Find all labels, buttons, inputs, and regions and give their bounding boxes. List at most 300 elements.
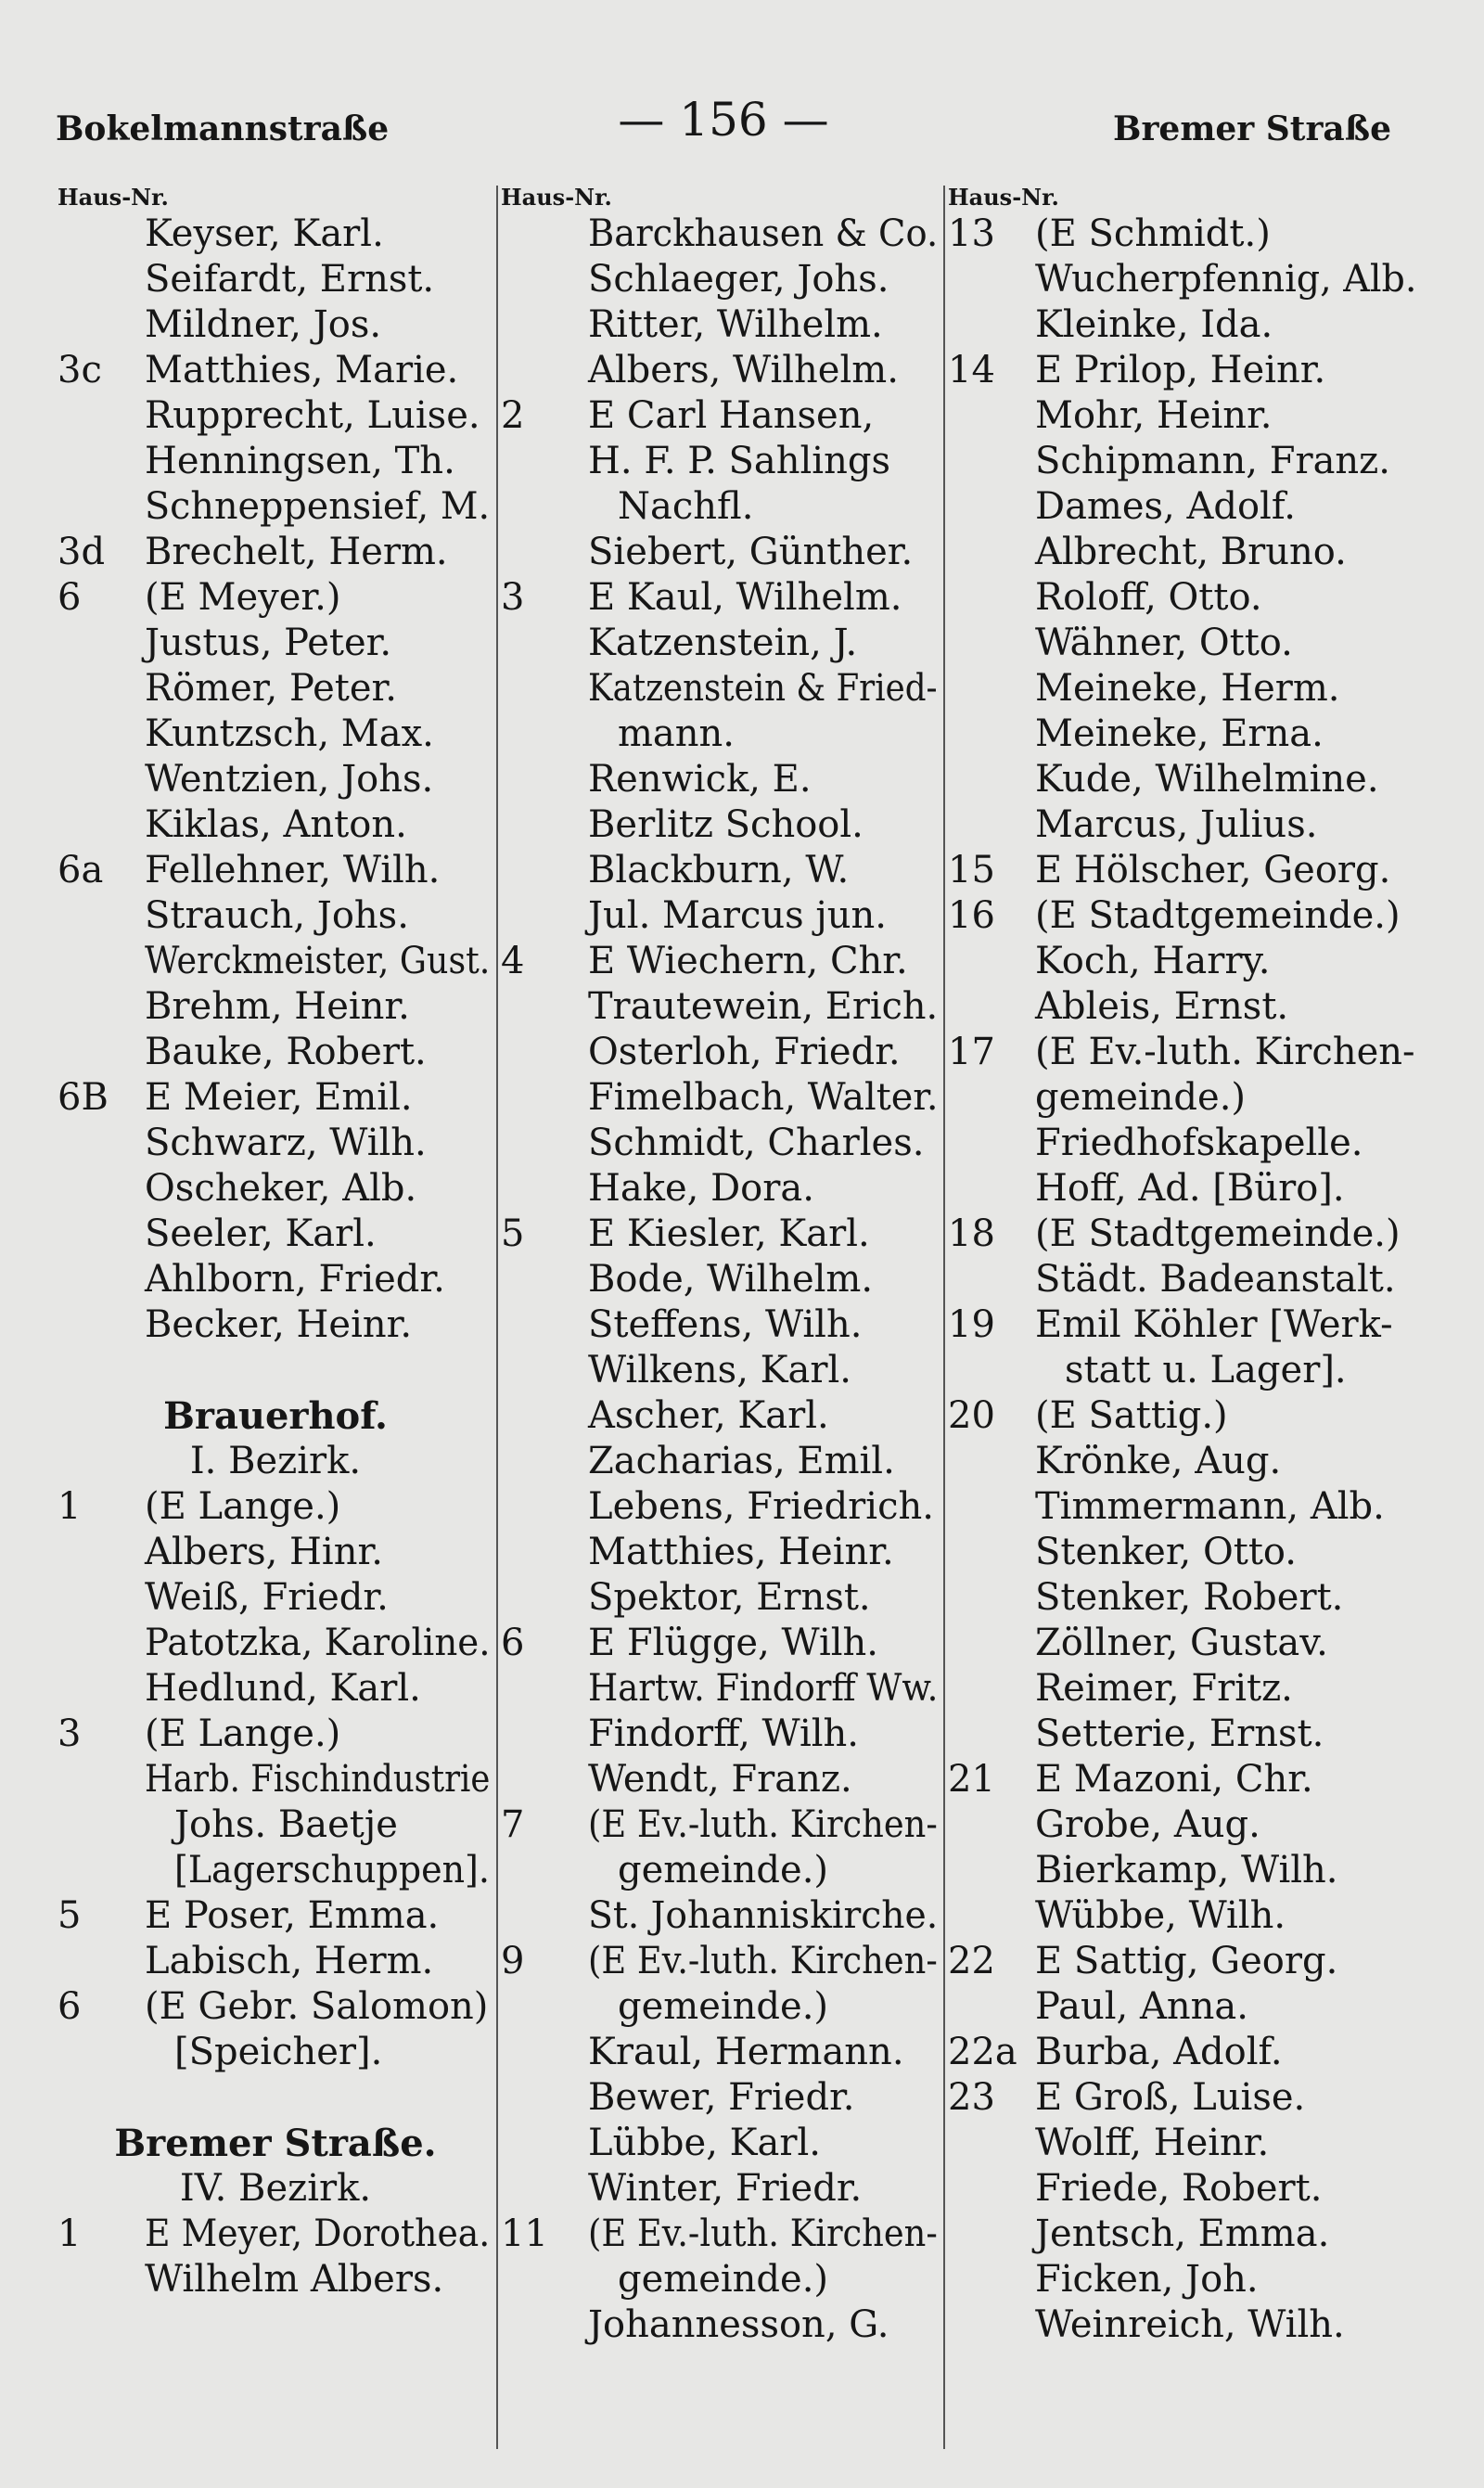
directory-entry <box>501 1348 941 1393</box>
directory-entry <box>58 1257 493 1302</box>
directory-entry <box>948 621 1421 666</box>
house-number: 1 <box>58 1485 82 1528</box>
directory-entry <box>501 1484 941 1530</box>
resident-name: E Kiesler, Karl. <box>588 1212 870 1255</box>
directory-entry <box>948 1212 1421 1257</box>
directory-entry <box>948 1757 1421 1802</box>
directory-entry <box>501 1802 941 1848</box>
house-number: 6 <box>58 1985 82 2028</box>
house-number: 15 <box>948 849 995 891</box>
directory-entry <box>58 530 493 575</box>
directory-entry <box>501 1393 941 1439</box>
resident-name: Kuntzsch, Max. <box>145 712 434 755</box>
house-number: 3 <box>501 576 525 619</box>
resident-name: Justus, Peter. <box>145 622 392 664</box>
resident-name: Renwick, E. <box>588 758 812 801</box>
resident-name: Albers, Hinr. <box>145 1531 383 1573</box>
house-number: 11 <box>501 2212 548 2255</box>
page-number: — 156 — <box>618 93 829 147</box>
street-heading: Brauerhof. <box>163 1394 388 1438</box>
header-street-left: Bokelmannstraße <box>56 109 390 148</box>
directory-entry <box>948 802 1421 848</box>
resident-name: Friede, Robert. <box>1035 2167 1323 2210</box>
house-number: 17 <box>948 1031 995 1073</box>
resident-name: Wolff, Heinr. <box>1035 2122 1270 2164</box>
directory-entry <box>58 257 493 302</box>
resident-name: E Carl Hansen, <box>588 394 875 437</box>
directory-entry <box>501 2212 941 2257</box>
resident-name: Trautewein, Erich. <box>588 985 939 1028</box>
resident-name: Stenker, Otto. <box>1035 1531 1298 1573</box>
directory-entry <box>58 1302 493 1348</box>
directory-entry <box>58 1075 493 1121</box>
directory-entry <box>58 212 493 257</box>
directory-entry <box>948 1848 1421 1893</box>
directory-entry <box>501 1030 941 1075</box>
directory-entry <box>501 893 941 939</box>
resident-name: Bierkamp, Wilh. <box>1035 1849 1338 1892</box>
directory-entry <box>948 984 1421 1030</box>
resident-name: Siebert, Günther. <box>588 531 914 573</box>
directory-entry <box>58 2212 493 2257</box>
resident-name: Timmermann, Alb. <box>1035 1485 1385 1528</box>
directory-entry <box>948 1030 1421 1075</box>
directory-entry <box>948 1575 1421 1621</box>
resident-name: gemeinde.) <box>1035 1076 1247 1119</box>
directory-entry <box>501 666 941 712</box>
page-header <box>56 93 1391 158</box>
resident-name: Wübbe, Wilh. <box>1035 1894 1286 1937</box>
resident-name: (E Ev.-luth. Kirchen- <box>588 1940 938 1982</box>
directory-entry <box>58 1939 493 1984</box>
directory-entry <box>948 1530 1421 1575</box>
directory-entry <box>501 348 941 393</box>
resident-name: [Lagerschuppen]. <box>174 1849 490 1892</box>
column-divider <box>496 186 498 2449</box>
resident-name: Schipmann, Franz. <box>1035 440 1390 482</box>
directory-entry <box>948 257 1421 302</box>
column-header: Haus-Nr. <box>58 184 169 211</box>
resident-name: Kraul, Hermann. <box>588 2031 904 2073</box>
header-street-right: Bremer Straße <box>1113 109 1391 148</box>
directory-entry <box>501 712 941 757</box>
resident-name: Roloff, Otto. <box>1035 576 1262 619</box>
directory-entry <box>948 1984 1421 2030</box>
directory-entry <box>58 984 493 1030</box>
resident-name: Ableis, Ernst. <box>1035 985 1289 1028</box>
resident-name: Henningsen, Th. <box>145 440 455 482</box>
house-number: 14 <box>948 349 995 391</box>
house-number: 9 <box>501 1940 525 1982</box>
resident-name: Wentzien, Johs. <box>145 758 434 801</box>
directory-entry <box>501 1257 941 1302</box>
directory-entry <box>58 1757 493 1802</box>
house-number: 6a <box>58 849 104 891</box>
house-number: 13 <box>948 212 995 255</box>
directory-entry <box>58 1484 493 1530</box>
resident-name: Seifardt, Ernst. <box>145 258 435 301</box>
resident-name: Osterloh, Friedr. <box>588 1031 901 1073</box>
resident-name: Schlaeger, Johs. <box>588 258 889 301</box>
resident-name: St. Johanniskirche. <box>588 1894 939 1937</box>
directory-entry <box>501 1757 941 1802</box>
resident-name: Kude, Wilhelmine. <box>1035 758 1379 801</box>
directory-entry <box>58 893 493 939</box>
directory-entry <box>501 530 941 575</box>
resident-name: Stenker, Robert. <box>1035 1576 1344 1619</box>
resident-name: Schwarz, Wilh. <box>145 1122 427 1164</box>
directory-entry <box>948 1348 1421 1393</box>
resident-name: Wendt, Franz. <box>588 1758 852 1801</box>
resident-name: Reimer, Fritz. <box>1035 1667 1293 1710</box>
directory-entry <box>948 1939 1421 1984</box>
directory-entry <box>58 484 493 530</box>
resident-name: H. F. P. Sahlings <box>588 440 890 482</box>
directory-entry <box>948 2257 1421 2302</box>
resident-name: Hedlund, Karl. <box>145 1667 421 1710</box>
resident-name: Blackburn, W. <box>588 849 850 891</box>
resident-name: Friedhofskapelle. <box>1035 1122 1363 1164</box>
resident-name: Burba, Adolf. <box>1035 2031 1283 2073</box>
directory-entry <box>501 1439 941 1484</box>
resident-name: Dames, Adolf. <box>1035 485 1296 528</box>
directory-entry <box>58 712 493 757</box>
directory-entry <box>58 1984 493 2030</box>
resident-name: E Groß, Luise. <box>1035 2076 1306 2119</box>
resident-name: Ascher, Karl. <box>588 1394 829 1437</box>
resident-name: [Speicher]. <box>174 2031 383 2073</box>
resident-name: Johannesson, G. <box>588 2303 889 2346</box>
resident-name: Ficken, Joh. <box>1035 2258 1259 2301</box>
directory-entry <box>501 1121 941 1166</box>
resident-name: E Meyer, Dorothea. <box>145 2212 491 2255</box>
resident-name: Ritter, Wilhelm. <box>588 303 883 346</box>
resident-name: (E Ev.-luth. Kirchen- <box>588 1803 938 1846</box>
resident-name: Barckhausen & Co. <box>588 212 939 255</box>
resident-name: Krönke, Aug. <box>1035 1440 1282 1482</box>
directory-entry <box>501 1848 941 1893</box>
resident-name: gemeinde.) <box>618 1849 829 1892</box>
resident-name: Mohr, Heinr. <box>1035 394 1273 437</box>
section-spacer <box>58 2075 493 2121</box>
resident-name: Wucherpfennig, Alb. <box>1035 258 1417 301</box>
house-number: 7 <box>501 1803 525 1846</box>
house-number: 20 <box>948 1394 995 1437</box>
street-heading: Bremer Straße. <box>114 2122 437 2165</box>
directory-entry <box>58 1121 493 1166</box>
resident-name: (E Lange.) <box>145 1485 341 1528</box>
directory-entry <box>501 2302 941 2348</box>
directory-entry <box>501 393 941 439</box>
directory-entry <box>501 984 941 1030</box>
resident-name: Grobe, Aug. <box>1035 1803 1260 1846</box>
directory-entry <box>948 848 1421 893</box>
resident-name: (E Ev.-luth. Kirchen- <box>1035 1031 1415 1073</box>
resident-name: Hake, Dora. <box>588 1167 814 1210</box>
resident-name: Werckmeister, Gust. <box>145 940 491 982</box>
resident-name: Marcus, Julius. <box>1035 803 1318 846</box>
directory-entry <box>501 1939 941 1984</box>
resident-name: Katzenstein, J. <box>588 622 858 664</box>
directory-entry <box>58 1621 493 1666</box>
resident-name: Bewer, Friedr. <box>588 2076 855 2119</box>
directory-entry <box>501 2257 941 2302</box>
directory-entry <box>501 939 941 984</box>
resident-name: Lebens, Friedrich. <box>588 1485 934 1528</box>
resident-name: (E Stadtgemeinde.) <box>1035 894 1401 937</box>
directory-entry <box>948 1393 1421 1439</box>
resident-name: Jul. Marcus jun. <box>588 894 887 937</box>
directory-entry <box>948 1075 1421 1121</box>
resident-name: Hoff, Ad. [Büro]. <box>1035 1167 1345 1210</box>
directory-entry <box>58 1166 493 1212</box>
house-number: 6 <box>58 576 82 619</box>
resident-name: E Kaul, Wilhelm. <box>588 576 902 619</box>
house-number: 19 <box>948 1303 995 1346</box>
directory-entry <box>948 757 1421 802</box>
house-number: 18 <box>948 1212 995 1255</box>
directory-entry <box>948 2302 1421 2348</box>
directory-entry <box>58 1030 493 1075</box>
house-number: 16 <box>948 894 995 937</box>
resident-name: (E Sattig.) <box>1035 1394 1228 1437</box>
directory-entry <box>58 848 493 893</box>
resident-name: Fimelbach, Walter. <box>588 1076 939 1119</box>
resident-name: Städt. Badeanstalt. <box>1035 1258 1396 1301</box>
resident-name: (E Meyer.) <box>145 576 341 619</box>
resident-name: Winter, Friedr. <box>588 2167 863 2210</box>
directory-entry <box>948 712 1421 757</box>
directory-entry <box>948 1712 1421 1757</box>
resident-name: E Mazoni, Chr. <box>1035 1758 1313 1801</box>
house-number: 21 <box>948 1758 995 1801</box>
house-number: 23 <box>948 2076 995 2119</box>
resident-name: Keyser, Karl. <box>145 212 384 255</box>
directory-entry <box>501 621 941 666</box>
resident-name: E Meier, Emil. <box>145 1076 413 1119</box>
resident-name: (E Ev.-luth. Kirchen- <box>588 2212 938 2255</box>
resident-name: Hartw. Findorff Ww. <box>588 1667 939 1710</box>
house-number: 6 <box>501 1622 525 1664</box>
resident-name: Paul, Anna. <box>1035 1985 1248 2028</box>
directory-entry <box>58 666 493 712</box>
resident-name: Lübbe, Karl. <box>588 2122 821 2164</box>
directory-entry <box>501 439 941 484</box>
directory-entry <box>948 1166 1421 1212</box>
directory-entry <box>948 2030 1421 2075</box>
resident-name: Berlitz School. <box>588 803 864 846</box>
column-3 <box>948 184 1421 2348</box>
directory-entry <box>948 1121 1421 1166</box>
directory-entry <box>948 2075 1421 2121</box>
directory-entry <box>58 939 493 984</box>
resident-name: Labisch, Herm. <box>145 1940 434 1982</box>
directory-entry <box>948 1439 1421 1484</box>
resident-name: Kleinke, Ida. <box>1035 303 1273 346</box>
column-divider <box>943 186 945 2449</box>
resident-name: Bauke, Robert. <box>145 1031 427 1073</box>
house-number: 2 <box>501 394 525 437</box>
resident-name: Zöllner, Gustav. <box>1035 1622 1328 1664</box>
resident-name: Meineke, Herm. <box>1035 667 1340 710</box>
resident-name: E Flügge, Wilh. <box>588 1622 879 1664</box>
directory-entry <box>501 802 941 848</box>
directory-entry <box>948 484 1421 530</box>
directory-entry <box>501 2166 941 2212</box>
resident-name: Mildner, Jos. <box>145 303 382 346</box>
house-number: 1 <box>58 2212 82 2255</box>
directory-entry <box>501 1712 941 1757</box>
directory-entry <box>58 1712 493 1757</box>
directory-entry <box>58 1212 493 1257</box>
district-heading: I. Bezirk. <box>189 1440 362 1482</box>
directory-entry <box>948 212 1421 257</box>
resident-name: Albers, Wilhelm. <box>588 349 899 391</box>
resident-name: Johs. Baetje <box>174 1803 398 1846</box>
resident-name: gemeinde.) <box>618 1985 829 2028</box>
directory-entry <box>948 1484 1421 1530</box>
resident-name: Patotzka, Karoline. <box>145 1622 491 1664</box>
directory-entry <box>501 1530 941 1575</box>
resident-name: E Sattig, Georg. <box>1035 1940 1338 1982</box>
column-2 <box>501 184 941 2348</box>
resident-name: E Prilop, Heinr. <box>1035 349 1326 391</box>
resident-name: Steffens, Wilh. <box>588 1303 863 1346</box>
resident-name: Bode, Wilhelm. <box>588 1258 874 1301</box>
house-number: 6B <box>58 1076 109 1119</box>
directory-entry <box>948 2121 1421 2166</box>
column-header: Haus-Nr. <box>948 184 1059 211</box>
resident-name: Meineke, Erna. <box>1035 712 1324 755</box>
resident-name: Matthies, Marie. <box>145 349 459 391</box>
resident-name: Strauch, Johs. <box>145 894 409 937</box>
directory-entry <box>948 1666 1421 1712</box>
house-number: 3c <box>58 349 102 391</box>
directory-entry <box>58 439 493 484</box>
directory-entry <box>501 1212 941 1257</box>
resident-name: Matthies, Heinr. <box>588 1531 894 1573</box>
resident-name: (E Schmidt.) <box>1035 212 1271 255</box>
directory-entry <box>948 439 1421 484</box>
directory-entry <box>58 802 493 848</box>
resident-name: Koch, Harry. <box>1035 940 1271 982</box>
house-number: 3d <box>58 531 106 573</box>
resident-name: Becker, Heinr. <box>145 1303 413 1346</box>
house-number: 22 <box>948 1940 995 1982</box>
directory-entry <box>501 2121 941 2166</box>
directory-entry <box>501 848 941 893</box>
directory-entry <box>948 2212 1421 2257</box>
directory-entry <box>501 1166 941 1212</box>
house-number: 4 <box>501 940 525 982</box>
resident-name: Wähner, Otto. <box>1035 622 1293 664</box>
resident-name: mann. <box>618 712 736 755</box>
directory-entry <box>501 757 941 802</box>
directory-entry <box>501 1575 941 1621</box>
directory-entry <box>58 1530 493 1575</box>
directory-entry <box>58 575 493 621</box>
directory-entry <box>501 575 941 621</box>
resident-name: Zacharias, Emil. <box>588 1440 895 1482</box>
directory-entry <box>58 621 493 666</box>
resident-name: Wilhelm Albers. <box>145 2258 444 2301</box>
directory-entry <box>948 348 1421 393</box>
resident-name: (E Lange.) <box>145 1712 341 1755</box>
directory-entry <box>948 575 1421 621</box>
directory-entry <box>948 666 1421 712</box>
resident-name: Kiklas, Anton. <box>145 803 407 846</box>
resident-name: Brehm, Heinr. <box>145 985 410 1028</box>
resident-name: Schneppensief, M. <box>145 485 491 528</box>
directory-entry <box>501 1075 941 1121</box>
directory-entry <box>58 348 493 393</box>
resident-name: E Wiechern, Chr. <box>588 940 908 982</box>
directory-entry <box>948 1257 1421 1302</box>
resident-name: Albrecht, Bruno. <box>1035 531 1347 573</box>
directory-entry <box>58 1848 493 1893</box>
directory-entry <box>58 1575 493 1621</box>
resident-name: Nachfl. <box>618 485 754 528</box>
resident-name: E Hölscher, Georg. <box>1035 849 1391 891</box>
directory-entry <box>58 393 493 439</box>
directory-entry <box>501 484 941 530</box>
resident-name: (E Stadtgemeinde.) <box>1035 1212 1401 1255</box>
directory-entry <box>58 2030 493 2075</box>
directory-entry <box>501 302 941 348</box>
resident-name: Schmidt, Charles. <box>588 1122 925 1164</box>
directory-entry <box>948 1621 1421 1666</box>
resident-name: Findorff, Wilh. <box>588 1712 860 1755</box>
directory-entry <box>58 2257 493 2302</box>
directory-entry <box>501 1984 941 2030</box>
resident-name: Römer, Peter. <box>145 667 397 710</box>
column-header: Haus-Nr. <box>501 184 612 211</box>
resident-name: Emil Köhler [Werk- <box>1035 1303 1393 1346</box>
directory-entry <box>58 1666 493 1712</box>
directory-entry <box>58 302 493 348</box>
directory-entry <box>948 939 1421 984</box>
directory-entry <box>501 2030 941 2075</box>
resident-name: E Poser, Emma. <box>145 1894 440 1937</box>
resident-name: Brechelt, Herm. <box>145 531 448 573</box>
directory-entry <box>948 1302 1421 1348</box>
house-number: 5 <box>58 1894 82 1937</box>
directory-entry <box>501 2075 941 2121</box>
directory-entry <box>948 393 1421 439</box>
resident-name: Wilkens, Karl. <box>588 1349 851 1391</box>
directory-entry <box>501 257 941 302</box>
district-heading: IV. Bezirk. <box>179 2167 372 2210</box>
directory-entry <box>948 893 1421 939</box>
section-spacer <box>58 1348 493 1393</box>
resident-name: Weiß, Friedr. <box>145 1576 389 1619</box>
directory-entry <box>58 757 493 802</box>
resident-name: Rupprecht, Luise. <box>145 394 480 437</box>
directory-entry <box>501 1893 941 1939</box>
house-number: 22a <box>948 2031 1017 2073</box>
resident-name: Ahlborn, Friedr. <box>145 1258 445 1301</box>
resident-name: Oscheker, Alb. <box>145 1167 417 1210</box>
directory-entry <box>948 1893 1421 1939</box>
directory-entry <box>948 302 1421 348</box>
resident-name: Harb. Fischindustrie <box>145 1758 491 1801</box>
directory-entry <box>58 1893 493 1939</box>
directory-entry <box>58 1802 493 1848</box>
resident-name: Weinreich, Wilh. <box>1035 2303 1345 2346</box>
directory-entry <box>501 212 941 257</box>
directory-entry <box>948 1802 1421 1848</box>
resident-name: Fellehner, Wilh. <box>145 849 441 891</box>
